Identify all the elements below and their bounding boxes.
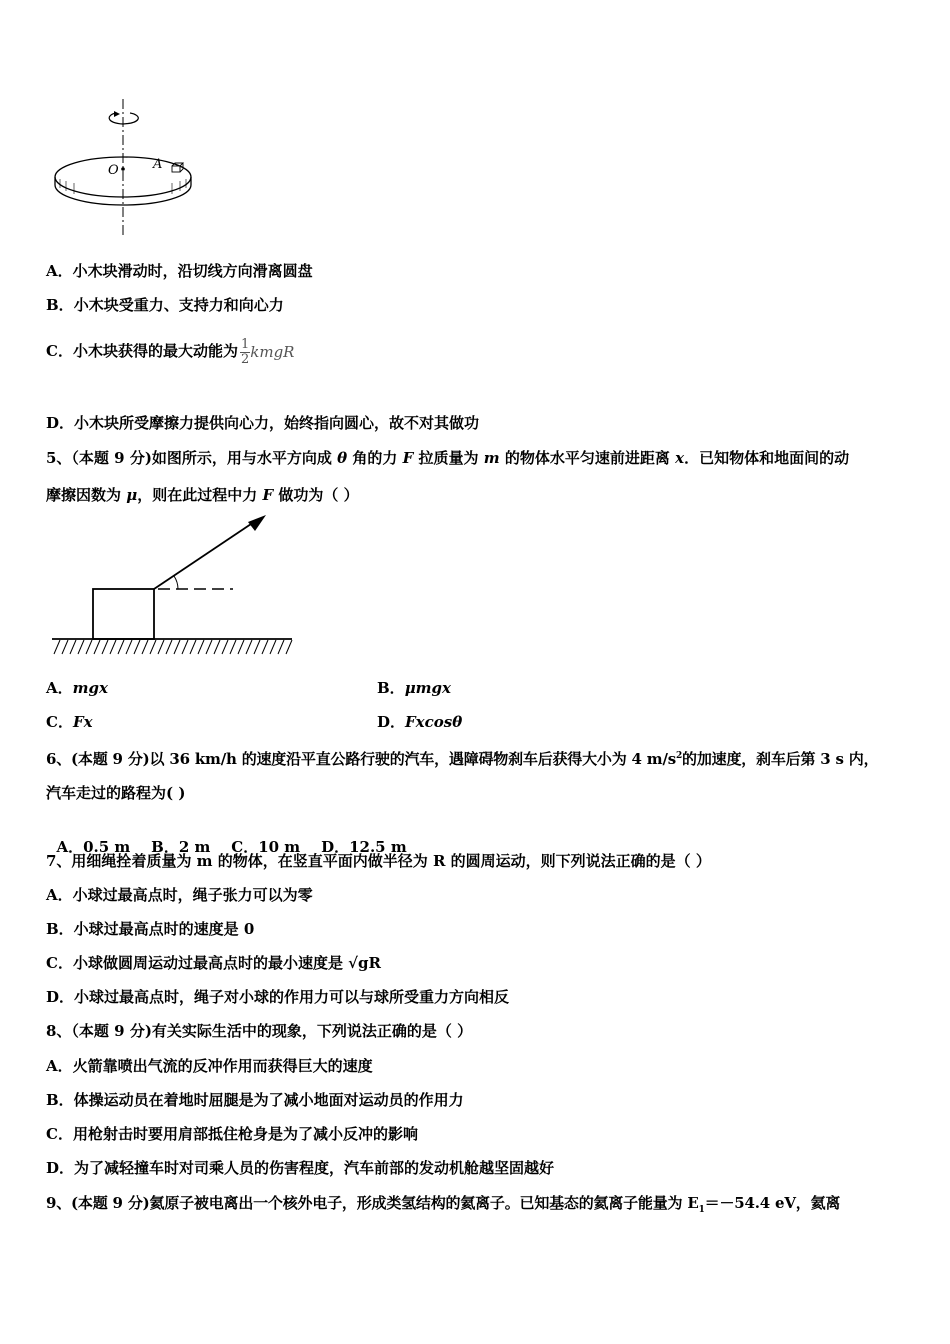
q8-option-d: D．为了减轻撞车时对司乘人员的伤害程度，汽车前部的发动机舱越坚固越好 [46, 1159, 555, 1177]
q7-stem: 7、用细绳拴着质量为 m 的物体，在竖直平面内做半径为 R 的圆周运动，则下列说法正确的是（ ） [46, 852, 711, 870]
q4-option-b: B．小木块受重力、支持力和向心力 [46, 296, 284, 314]
q6-options: A．0.5 m B．2 m C．10 m D．12.5 m [56, 838, 407, 856]
q8-option-b: B．体操运动员在着地时屈腿是为了减小地面对运动员的作用力 [46, 1091, 464, 1109]
q7-option-c: C．小球做圆周运动过最高点时的最小速度是 √gR [46, 954, 381, 972]
rotating-disc-figure [50, 95, 200, 240]
q7-option-b: B．小球过最高点时的速度是 0 [46, 920, 255, 938]
q6-stem-line1: 6、(本题 9 分)以 36 km/h 的速度沿平直公路行驶的汽车，遇障碍物刹车后获得大小为 4 $m/s^2$的加速度，刹车后第 3 s 内， [46, 750, 879, 768]
q7-option-d: D．小球过最高点时，绳子对小球的作用力可以与球所受重力方向相反 [46, 988, 510, 1006]
q6-stem-line2: 汽车走过的路程为( ) [46, 784, 186, 802]
q5-option-c: C．Fx [46, 713, 93, 731]
q4-option-a: A．小木块滑动时，沿切线方向滑离圆盘 [46, 262, 313, 280]
q8-stem: 8、（本题 9 分)有关实际生活中的现象，下列说法正确的是（ ） [46, 1022, 473, 1040]
q8-option-c: C．用枪射击时要用肩部抵住枪身是为了减小反冲的影响 [46, 1125, 418, 1143]
q5-option-d: D．Fxcosθ [377, 713, 463, 731]
label-o: O [108, 163, 119, 178]
q5-stem-line1: 5、（本题 9 分)如图所示，用与水平方向成 θ 角的力 F 拉质量为 m 的物体水平匀速前进距离 x．已知物体和地面间的动 [46, 449, 850, 467]
fraction: $\frac{1}{2}$ [240, 336, 250, 367]
q4-option-d: D．小木块所受摩擦力提供向心力，始终指向圆心，故不对其做功 [46, 414, 480, 432]
q9-stem: 9、(本题 9 分)氦原子被电离出一个核外电子，形成类氢结构的氦离子。已知基态的氦离子能量为 $E_1=-54.4$ eV，氦离 [46, 1194, 841, 1215]
force-block-figure [48, 512, 298, 662]
q8-option-a: A．火箭靠喷出气流的反冲作用而获得巨大的速度 [46, 1057, 373, 1075]
q7-option-a: A．小球过最高点时，绳子张力可以为零 [46, 886, 313, 904]
q4-option-c: C．小木块获得的最大动能为 $\frac{1}{2}$ kmgR [46, 336, 295, 367]
q5-option-a: A．mgx [46, 679, 108, 697]
label-a: A [153, 157, 163, 172]
q5-option-b: B．μmgx [377, 679, 451, 697]
q5-stem-line2: 摩擦因数为 μ，则在此过程中力 F 做功为（ ） [46, 486, 359, 504]
